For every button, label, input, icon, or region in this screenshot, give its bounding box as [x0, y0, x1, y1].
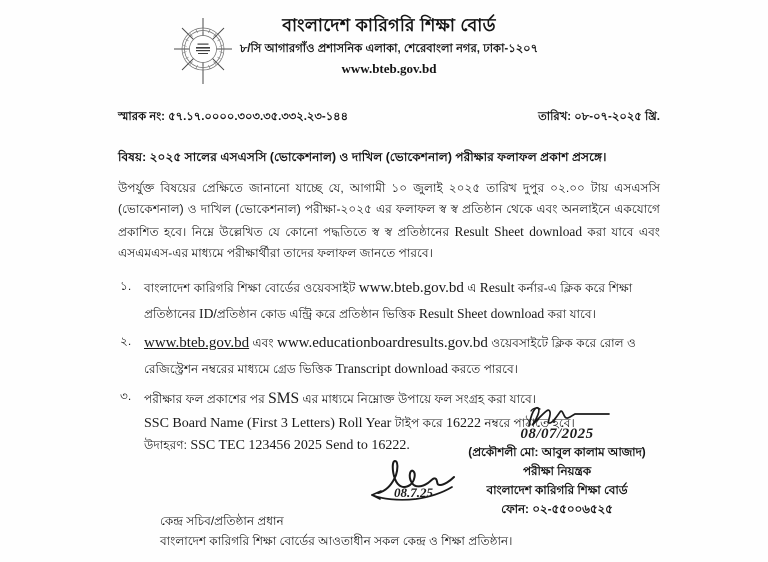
- item3-seg2: এর মাধ্যমে নিম্নোক্ত উপায়ে ফল সংগ্রহ করা যাবে।: [299, 392, 537, 407]
- item1-seg1: বাংলাদেশ কারিগরি শিক্ষা বোর্ডের ওয়েবসাইট: [144, 280, 359, 295]
- signatory-designation: পরীক্ষা নিয়ন্ত্রক: [523, 463, 591, 478]
- organization-name: বাংলাদেশ কারিগরি শিক্ষা বোর্ড: [282, 15, 496, 35]
- list-item: [120, 331, 660, 380]
- item3-seg1: পরীক্ষার ফল প্রকাশের পর: [144, 392, 269, 407]
- educationboardresults-url-link[interactable]: www.educationboardresults.gov.bd: [276, 334, 488, 351]
- handwritten-date: 08.7.25: [394, 485, 433, 500]
- bteb-seal-emblem-icon: [172, 18, 234, 84]
- result-sheet-download-term: Result Sheet download: [418, 305, 545, 321]
- footer-line-1: কেন্দ্র সচিব/প্রতিষ্ঠান প্রধান: [160, 514, 284, 528]
- sms-format-bn1: টাইপ করে: [391, 415, 446, 430]
- item1-seg2: এ: [463, 280, 480, 295]
- memo-date: তারিখ: ০৮-০৭-২০২৫ খ্রি.: [538, 111, 660, 123]
- sms-format-bn2: নম্বরে পাঠাতে হবে।: [480, 415, 575, 430]
- item1-seg4: /প্রতিষ্ঠান কোড এন্ট্রি করে প্রতিষ্ঠান ভিত্তিক: [213, 306, 419, 321]
- list-marker: ২.: [120, 333, 132, 348]
- handwritten-signature-icon: [368, 455, 488, 503]
- subject-line: বিষয়: ২০২৫ সালের এসএসসি (ভোকেশনাল) ও দাখিল (ভোকেশনাল) পরীক্ষার ফলাফল প্রকাশ প্রসঙ্গে।: [118, 150, 607, 164]
- handwritten-date: 08/07/2025: [520, 426, 594, 442]
- item2-seg3: করতে পারবে।: [447, 361, 519, 376]
- result-sheet-term: Result Sheet download: [454, 223, 583, 239]
- list-marker: ১.: [120, 278, 132, 293]
- body-paragraph: [118, 178, 660, 263]
- body-paragraph-part1: উপর্যুক্ত বিষয়ের প্রেক্ষিতে জানানো যাচ্ছে যে, আগামী ১০ জুলাই ২০২৫ তারিখ দুপুর ০২.০০ টায় এসএসসি (ভোকেশনাল) ও দাখিল (ভোকেশনাল) পরীক্ষা-২০২৫ এর ফলাফল স্ব স্ব প্রতিষ্ঠান থেকে এবং অনলাইনে একযোগে প্রকাশিত হবে। নিম্নে উল্লেখিত যে কোনো পদ্ধতিতে স্ব স্ব প্রতিষ্ঠানের: [118, 181, 660, 239]
- handwritten-signature-icon: [442, 404, 672, 430]
- signatory-phone: ফোন: ০২-৫৫০০৬৫২৫: [501, 501, 613, 516]
- sms-format-english: SSC Board Name (First 3 Letters) Roll Year: [144, 415, 392, 431]
- organization-website: www.bteb.gov.bd: [341, 60, 437, 76]
- item2-seg2: ওয়েবসাইটে ক্লিক করে রোল ও রেজিস্ট্রেশন নম্বরের মাধ্যমে গ্রেড ভিত্তিক: [144, 335, 636, 376]
- item1-seg3: কর্নার-এ ক্লিক করে শিক্ষা প্রতিষ্ঠানের: [144, 280, 633, 321]
- organization-address: ৮/সি আগারগাঁও প্রশাসনিক এলাকা, শেরেবাংলা নগর, ঢাকা-১২০৭: [239, 42, 539, 55]
- example-label: উদাহরণ:: [144, 438, 191, 453]
- list-marker: ৩.: [120, 389, 132, 404]
- memo-row: [0, 108, 768, 128]
- signature-block-left: [368, 455, 488, 505]
- body-paragraph-part2: করা যাবে এবং এসএমএস-এর মাধ্যমে পরীক্ষার্থীরা তাদের ফলাফল জানতে পারবে।: [118, 224, 661, 260]
- signatory-name: (প্রকৌশলী মো: আবুল কালাম আজাদ): [468, 445, 646, 459]
- bteb-url-link[interactable]: www.bteb.gov.bd: [144, 334, 250, 351]
- sms-shortcode: 16222: [445, 415, 481, 431]
- signatory-organization: বাংলাদেশ কারিগরি শিক্ষা বোর্ড: [486, 482, 628, 497]
- letterhead: [0, 0, 768, 92]
- memo-number: স্মারক নং: ৫৭.১৭.০০০০.৩০৩.৩৫.৩৩২.২৩-১৪৪: [118, 111, 349, 123]
- bteb-url-link[interactable]: www.bteb.gov.bd: [358, 279, 464, 296]
- institution-id-term: ID: [199, 305, 214, 321]
- transcript-download-term: Transcript download: [335, 360, 448, 376]
- item2-seg1: এবং: [249, 335, 277, 350]
- footer-line-2: বাংলাদেশ কারিগরি শিক্ষা বোর্ডের আওতাধীন সকল কেন্দ্র ও শিক্ষা প্রতিষ্ঠান।: [160, 533, 513, 548]
- footer-addressee: [160, 512, 512, 552]
- sms-term: SMS: [268, 390, 300, 408]
- example-value: SSC TEC 123456 2025 Send to 16222.: [190, 438, 410, 454]
- item1-seg5: করা যাবে।: [544, 306, 596, 321]
- list-item: [120, 276, 660, 325]
- result-corner-term: Result: [479, 279, 515, 295]
